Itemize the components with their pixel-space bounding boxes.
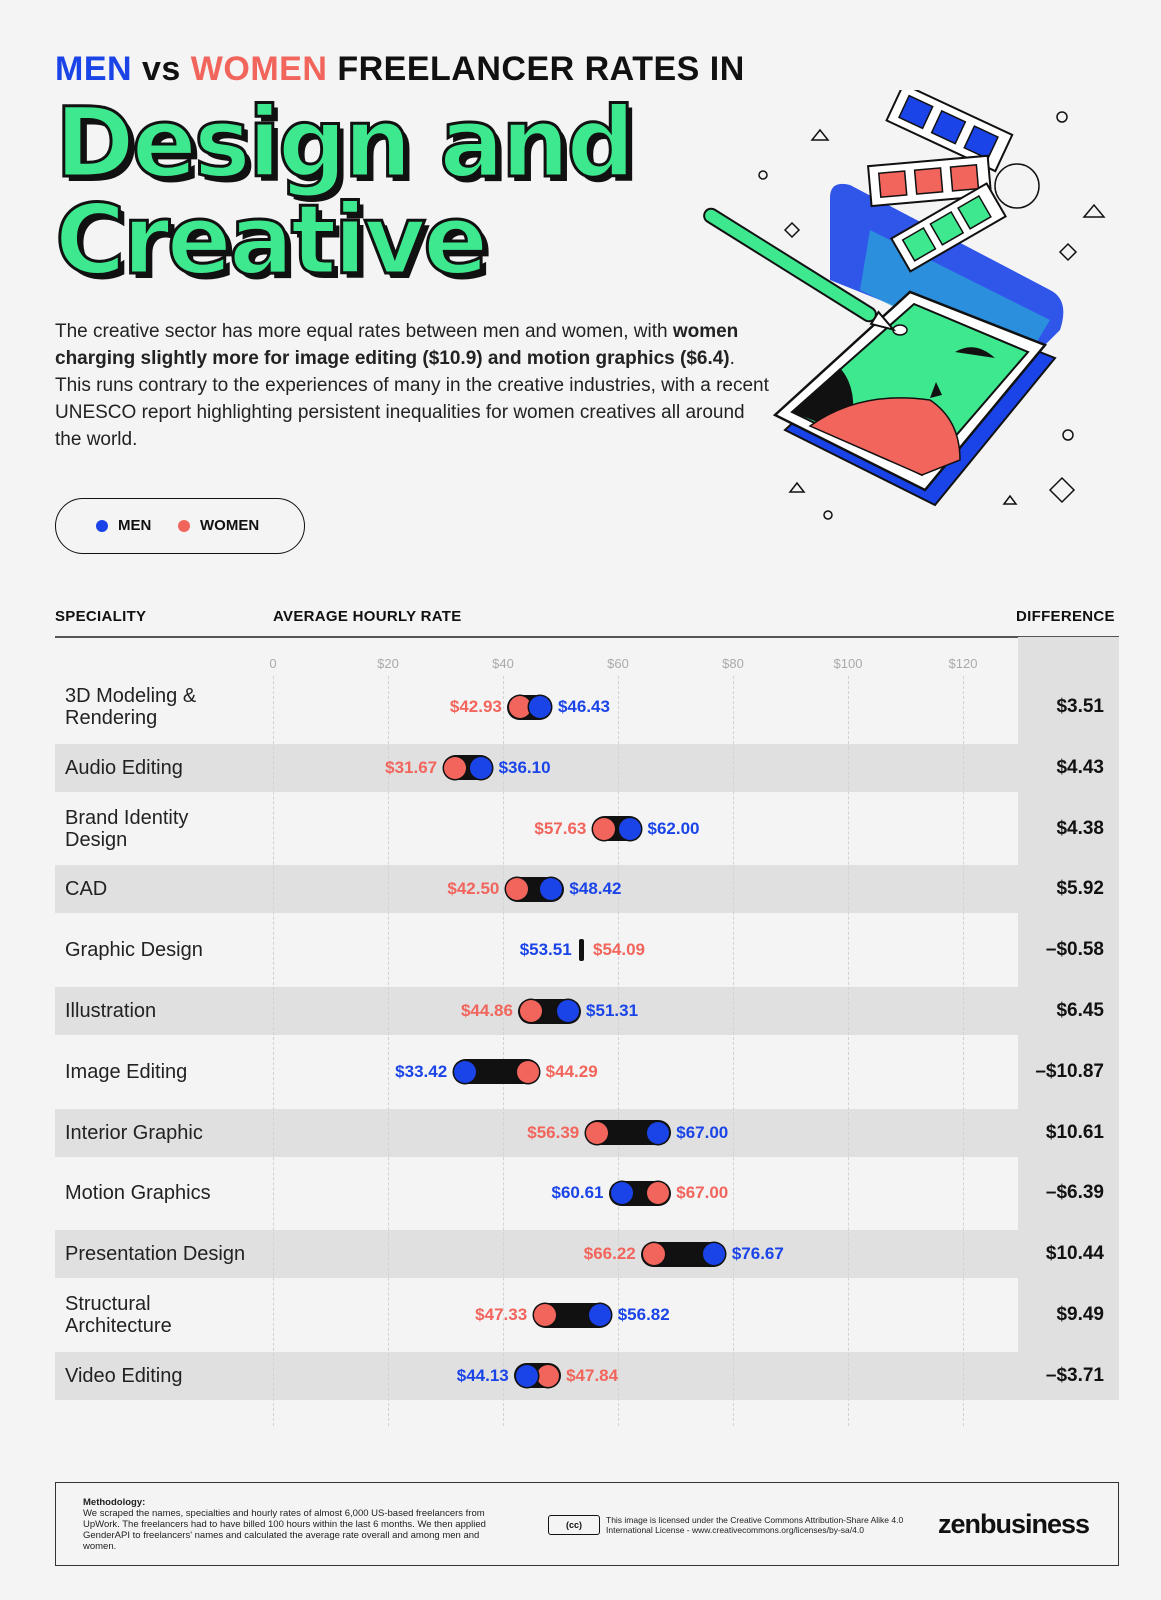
x-tick-label: 0 <box>269 656 277 671</box>
difference-value: $10.44 <box>1045 1243 1104 1265</box>
intro-text-2: . This runs contrary to the experiences of many in the creative industries, with a recent UNESCO report highlighting persistent inequalities for women creatives all around the world. <box>55 348 769 450</box>
men-value-label: $62.00 <box>647 818 700 838</box>
license-text: This image is licensed under the Creative Commons Attribution-Share Alike 4.0 International License - www.creativecommons.org/licenses/by-sa/4.0 <box>606 1515 904 1535</box>
men-dot <box>516 1365 538 1387</box>
intro-text-1: The creative sector has more equal rates between men and women, with <box>55 321 673 342</box>
difference-value: $6.45 <box>1056 1000 1104 1021</box>
speciality-label: 3D Modeling & Rendering <box>65 685 197 729</box>
row-band <box>55 744 1119 792</box>
men-value-label: $76.67 <box>731 1244 784 1264</box>
men-dot <box>454 1061 476 1083</box>
headline-men: MEN <box>55 50 133 88</box>
speciality-label: Brand Identity Design <box>65 806 189 851</box>
dumbbell-marker <box>579 939 584 961</box>
men-value-label: $51.31 <box>586 1001 639 1020</box>
brand-logo: zenbusiness <box>938 1509 1090 1539</box>
cc-license-icon: (cc) <box>548 1515 600 1535</box>
headline-rest: FREELANCER RATES IN <box>337 50 745 88</box>
women-dot <box>444 757 466 779</box>
men-dot <box>611 1182 633 1204</box>
methodology-body: We scraped the names, specialties and hourly rates of almost 6,000 US-based freelancers from UpWork. The freelancers had to have billed 100 hours within the last 6 months. We then applied GenderAPI to freelancers' names and calculated the average rate overall and among men and women. <box>83 1508 486 1552</box>
difference-value: –$6.39 <box>1045 1182 1104 1204</box>
women-value-label: $44.29 <box>545 1061 598 1081</box>
speciality-label: Motion Graphics <box>65 1182 211 1205</box>
women-value-label: $47.84 <box>566 1365 619 1385</box>
men-value-label: $48.42 <box>569 879 622 899</box>
women-value-label: $66.22 <box>583 1244 636 1264</box>
headline <box>55 50 745 89</box>
legend-women-dot <box>178 520 190 532</box>
difference-value: $9.49 <box>1056 1304 1104 1325</box>
legend-women <box>178 517 259 534</box>
x-tick-label: $120 <box>948 656 978 671</box>
difference-value: –$10.87 <box>1035 1060 1104 1082</box>
intro-paragraph <box>55 318 775 453</box>
page-title-line2: Creative <box>55 184 486 296</box>
men-dot <box>703 1243 725 1265</box>
women-value-label: $42.93 <box>449 697 502 716</box>
speciality-label: Graphic Design <box>65 939 203 962</box>
speciality-label: Video Editing <box>65 1364 183 1387</box>
men-dot <box>470 757 492 779</box>
men-value-label: $36.10 <box>498 757 551 777</box>
header-divider <box>55 636 1119 638</box>
speciality-label: Interior Graphic <box>65 1121 203 1144</box>
men-dot <box>647 1122 669 1144</box>
intro-bold: women charging slightly more for image editing ($10.9) and motion graphics ($6.4) <box>55 321 739 369</box>
speciality-label: Presentation Design <box>65 1243 246 1266</box>
speciality-label: Structural Architecture <box>65 1293 172 1337</box>
men-value-label: $46.43 <box>557 697 610 716</box>
women-dot <box>643 1243 665 1265</box>
x-tick-label: $80 <box>722 656 744 671</box>
headline-women: WOMEN <box>190 50 328 88</box>
women-dot <box>517 1061 539 1083</box>
men-value-label: $33.42 <box>395 1061 448 1081</box>
x-tick-label: $20 <box>377 656 399 671</box>
speciality-label: Image Editing <box>65 1060 188 1083</box>
column-header-speciality: SPECIALITY <box>55 608 147 625</box>
x-tick-label: $40 <box>492 656 514 671</box>
speciality-label: Audio Editing <box>65 756 183 779</box>
women-dot <box>509 696 531 718</box>
gridline <box>388 676 389 1426</box>
men-value-label: $56.82 <box>617 1305 670 1324</box>
legend-men-dot <box>96 520 108 532</box>
women-dot <box>586 1122 608 1144</box>
women-value-label: $31.67 <box>385 757 438 777</box>
men-value-label: $67.00 <box>676 1122 729 1142</box>
men-dot <box>557 1000 579 1022</box>
methodology-text <box>83 1497 503 1552</box>
men-dot <box>619 818 641 840</box>
difference-value: –$3.71 <box>1045 1364 1104 1386</box>
column-header-rate: AVERAGE HOURLY RATE <box>273 608 462 625</box>
methodology-box <box>55 1482 1119 1566</box>
men-value-label: $53.51 <box>519 940 572 960</box>
legend-men-label: MEN <box>118 517 152 534</box>
gridline <box>733 676 734 1426</box>
legend-women-label: WOMEN <box>200 517 260 534</box>
men-dot <box>529 696 551 718</box>
women-value-label: $57.63 <box>534 818 587 838</box>
women-value-label: $44.86 <box>460 1001 513 1020</box>
difference-value: $4.43 <box>1056 756 1104 778</box>
men-dot <box>589 1304 611 1326</box>
page-title-line1: Design and <box>55 87 633 199</box>
gridline <box>848 676 849 1426</box>
gridline <box>273 676 274 1426</box>
difference-value: $10.61 <box>1045 1121 1104 1143</box>
legend-men <box>96 517 151 534</box>
men-value-label: $44.13 <box>456 1365 509 1385</box>
difference-value: –$0.58 <box>1045 939 1104 961</box>
women-value-label: $54.09 <box>593 940 646 960</box>
women-value-label: $47.33 <box>475 1305 528 1324</box>
women-dot <box>520 1000 542 1022</box>
difference-value: $3.51 <box>1056 696 1104 717</box>
headline-vs: vs <box>142 50 181 88</box>
men-value-label: $60.61 <box>551 1183 604 1203</box>
women-value-label: $42.50 <box>447 879 500 899</box>
x-tick-label: $60 <box>607 656 629 671</box>
legend <box>55 498 305 554</box>
difference-value: $5.92 <box>1056 878 1104 900</box>
women-dot <box>593 818 615 840</box>
speciality-label: Illustration <box>65 1000 157 1022</box>
women-dot <box>537 1365 559 1387</box>
tablet-illustration <box>690 90 1120 530</box>
column-header-difference: DIFFERENCE <box>1016 608 1115 625</box>
women-value-label: $56.39 <box>527 1122 580 1142</box>
x-tick-label: $100 <box>833 656 863 671</box>
women-value-label: $67.00 <box>676 1183 729 1203</box>
difference-value: $4.38 <box>1056 817 1104 839</box>
gridline <box>963 676 964 1426</box>
methodology-title: Methodology: <box>83 1497 146 1508</box>
speciality-label: CAD <box>65 878 108 901</box>
women-dot <box>534 1304 556 1326</box>
